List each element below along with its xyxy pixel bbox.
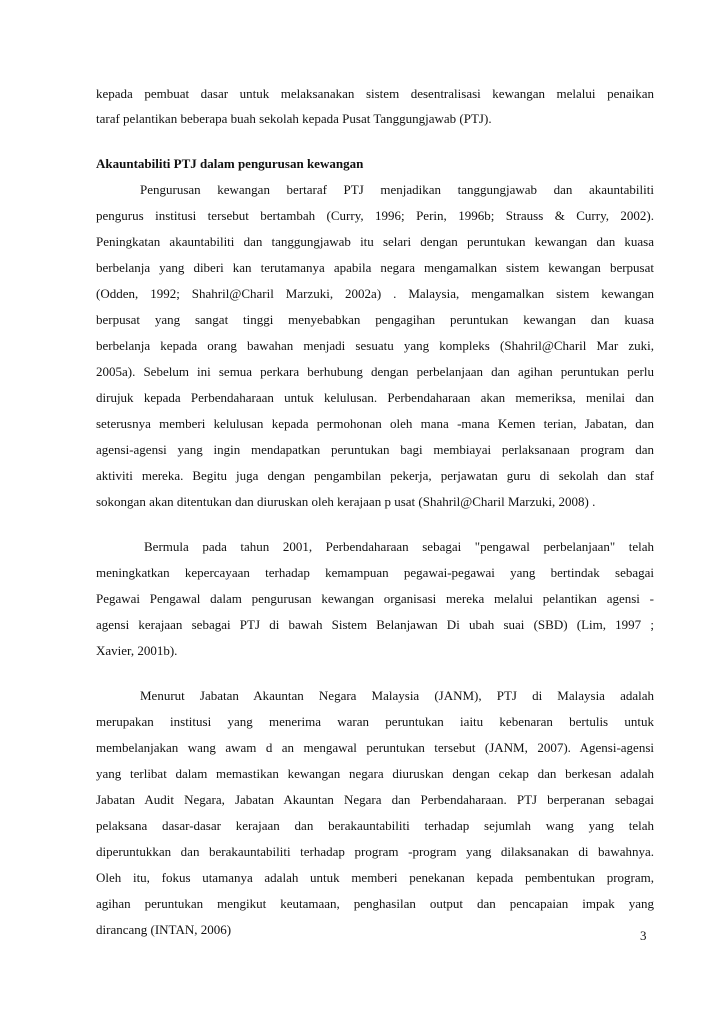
body-line: Bermula pada tahun 2001, Perbendaharaan sebagai "pengawal perbelanjaan" telah xyxy=(144,539,654,554)
body-line: sokongan akan ditentukan dan diuruskan oleh kerajaan p usat (Shahril@Charil Marzuki, 2008) . xyxy=(96,494,596,509)
body-line: (Odden, 1992; Shahril@Charil Marzuki, 2002a) . Malaysia, mengamalkan sistem kewangan xyxy=(96,286,654,301)
body-line: meningkatkan kepercayaan terhadap kemampuan pegawai-pegawai yang bertindak sebagai xyxy=(96,565,654,580)
body-line: berpusat yang sangat tinggi menyebabkan pengagihan peruntukan kewangan dan kuasa xyxy=(96,312,654,327)
body-line: aktiviti mereka. Begitu juga dengan pengambilan pekerja, perjawatan guru di sekolah dan staf xyxy=(96,468,654,483)
body-line: berbelanja yang diberi kan terutamanya apabila negara mengamalkan sistem kewangan berpusat xyxy=(96,260,654,275)
body-line: Xavier, 2001b). xyxy=(96,643,178,658)
body-line: Menurut Jabatan Akauntan Negara Malaysia (JANM), PTJ di Malaysia adalah xyxy=(140,688,654,703)
body-line: agihan peruntukan mengikut keutamaan, penghasilan output dan pencapaian impak yang xyxy=(96,896,654,911)
section-heading: Akauntabiliti PTJ dalam pengurusan kewangan xyxy=(96,156,364,171)
body-line: 2005a). Sebelum ini semua perkara berhubung dengan perbelanjaan dan agihan peruntukan perlu xyxy=(96,364,654,379)
body-line: pelaksana dasar-dasar kerajaan dan berakauntabiliti terhadap sejumlah wang yang telah xyxy=(96,818,654,833)
body-line: pengurus institusi tersebut bertambah (Curry, 1996; Perin, 1996b; Strauss & Curry, 2002). xyxy=(96,208,654,223)
page-number: 3 xyxy=(640,928,647,943)
body-line: kepada pembuat dasar untuk melaksanakan sistem desentralisasi kewangan melalui penaikan xyxy=(96,86,654,101)
body-line: yang terlibat dalam memastikan kewangan negara diuruskan dengan cekap dan berkesan adalah xyxy=(96,766,654,781)
body-line: berbelanja kepada orang bawahan menjadi sesuatu yang kompleks (Shahril@Charil Mar zuki, xyxy=(96,338,654,353)
body-line: diperuntukkan dan berakauntabiliti terhadap program -program yang dilaksanakan di bawahnya. xyxy=(96,844,654,859)
body-line: dirujuk kepada Perbendaharaan untuk kelulusan. Perbendaharaan akan memeriksa, menilai dan xyxy=(96,390,654,405)
body-line: Oleh itu, fokus utamanya adalah untuk memberi penekanan kepada pembentukan program, xyxy=(96,870,654,885)
body-line: Peningkatan akauntabiliti dan tanggungjawab itu selari dengan peruntukan kewangan dan kuasa xyxy=(96,234,654,249)
body-line: agensi kerajaan sebagai PTJ di bawah Sistem Belanjawan Di ubah suai (SBD) (Lim, 1997 ; xyxy=(96,617,654,632)
body-line: membelanjakan wang awam d an mengawal peruntukan tersebut (JANM, 2007). Agensi-agensi xyxy=(96,740,654,755)
body-line: Pegawai Pengawal dalam pengurusan kewangan organisasi mereka melalui pelantikan agensi - xyxy=(96,591,654,606)
body-line: Jabatan Audit Negara, Jabatan Akauntan Negara dan Perbendaharaan. PTJ berperanan sebagai xyxy=(96,792,654,807)
body-line: Pengurusan kewangan bertaraf PTJ menjadikan tanggungjawab dan akauntabiliti xyxy=(140,182,654,197)
body-line: agensi-agensi yang ingin mendapatkan peruntukan bagi membiayai perlaksanaan program dan xyxy=(96,442,654,457)
body-line: taraf pelantikan beberapa buah sekolah kepada Pusat Tanggungjawab (PTJ). xyxy=(96,111,492,126)
body-line: merupakan institusi yang menerima waran peruntukan iaitu kebenaran bertulis untuk xyxy=(96,714,654,729)
body-line: dirancang (INTAN, 2006) xyxy=(96,922,232,937)
body-line: seterusnya memberi kelulusan kepada permohonan oleh mana -mana Kemen terian, Jabatan, dan xyxy=(96,416,654,431)
